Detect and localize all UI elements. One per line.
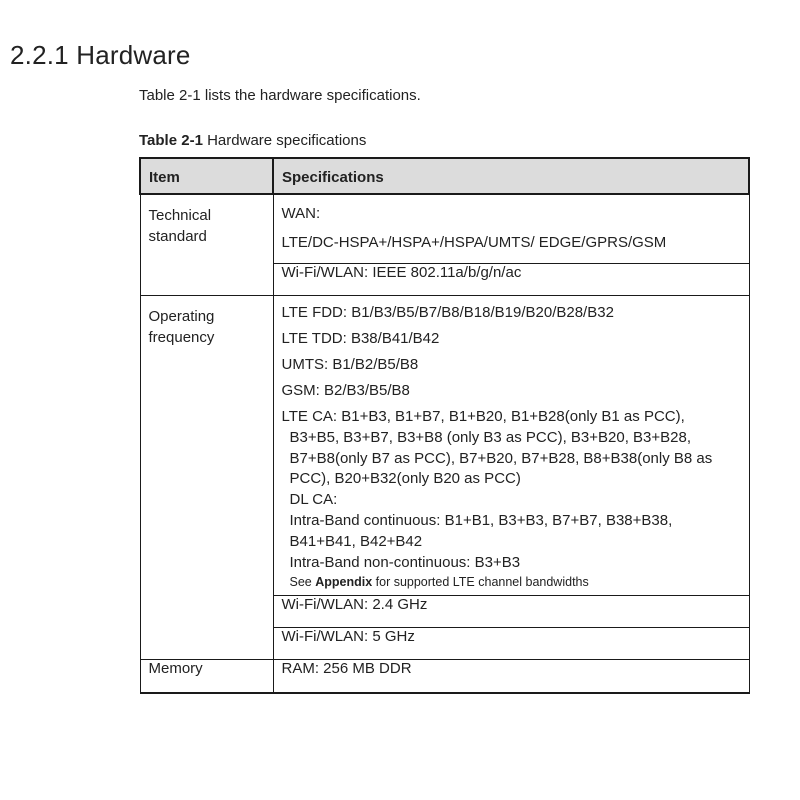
spec-wan xyxy=(273,194,749,264)
lte-ca-block xyxy=(282,407,741,591)
gsm: GSM: B2/B3/B5/B8 xyxy=(281,382,410,399)
spec-wifi-24: Wi-Fi/WLAN: 2.4 GHz xyxy=(273,596,749,628)
table-row xyxy=(140,194,749,264)
header-item: Item xyxy=(140,158,273,194)
table-row xyxy=(140,660,749,694)
intra-band-continuous: Intra-Band continuous: B1+B1, B3+B3, B7+B7, B38+B38, xyxy=(289,511,673,529)
umts: UMTS: B1/B2/B5/B8 xyxy=(281,356,419,373)
spec-wifi-standard: Wi-Fi/WLAN: IEEE 802.11a/b/g/n/ac xyxy=(273,264,749,296)
intro-link[interactable]: Table 2-1 lists the hardware specifications. xyxy=(139,87,421,104)
hardware-specs-table xyxy=(139,157,750,694)
spec-wifi-5: Wi-Fi/WLAN: 5 GHz xyxy=(273,628,749,660)
table-caption xyxy=(139,132,366,149)
wan-label: WAN: xyxy=(281,205,321,222)
lte-fdd: LTE FDD: B1/B3/B5/B7/B8/B18/B19/B20/B28/B32 xyxy=(281,304,614,321)
appendix-note xyxy=(282,573,741,591)
table-row xyxy=(140,296,749,596)
intra-band-continuous-cont: B41+B41, B42+B42 xyxy=(289,532,423,550)
intro-text xyxy=(139,87,421,104)
item-memory: Memory xyxy=(140,660,273,694)
appendix-note-prefix: See xyxy=(289,575,316,590)
appendix-note-suffix: for supported LTE channel bandwidths xyxy=(372,575,589,590)
lte-tdd: LTE TDD: B38/B41/B42 xyxy=(281,330,440,347)
header-specifications: Specifications xyxy=(273,158,749,194)
wan-value: LTE/DC-HSPA+/HSPA+/HSPA/UMTS/ EDGE/GPRS/GSM xyxy=(281,234,667,251)
lte-ca-line: LTE CA: B1+B3, B1+B7, B1+B20, B1+B28(only B1 as PCC), xyxy=(281,408,685,425)
item-operating-frequency: Operating frequency xyxy=(140,296,273,660)
table-caption-number: Table 2-1 xyxy=(139,132,203,149)
dl-ca-label: DL CA: xyxy=(289,491,338,509)
item-technical-standard: Technical standard xyxy=(140,194,273,296)
table-caption-title: Hardware specifications xyxy=(207,132,367,149)
intra-band-non-continuous: Intra-Band non-continuous: B3+B3 xyxy=(289,553,521,571)
spec-bands xyxy=(273,296,749,596)
lte-ca-line: PCC), B20+B32(only B20 as PCC) xyxy=(289,470,521,488)
appendix-link[interactable]: Appendix xyxy=(315,575,373,590)
section-heading: 2.2.1 Hardware xyxy=(10,40,191,70)
lte-ca-line: B3+B5, B3+B7, B3+B8 (only B3 as PCC), B3+B20, B3+B28, xyxy=(289,428,691,446)
lte-ca-line: B7+B8(only B7 as PCC), B7+B20, B7+B28, B8+B38(only B8 as xyxy=(289,449,713,467)
spec-ram: RAM: 256 MB DDR xyxy=(273,660,749,694)
